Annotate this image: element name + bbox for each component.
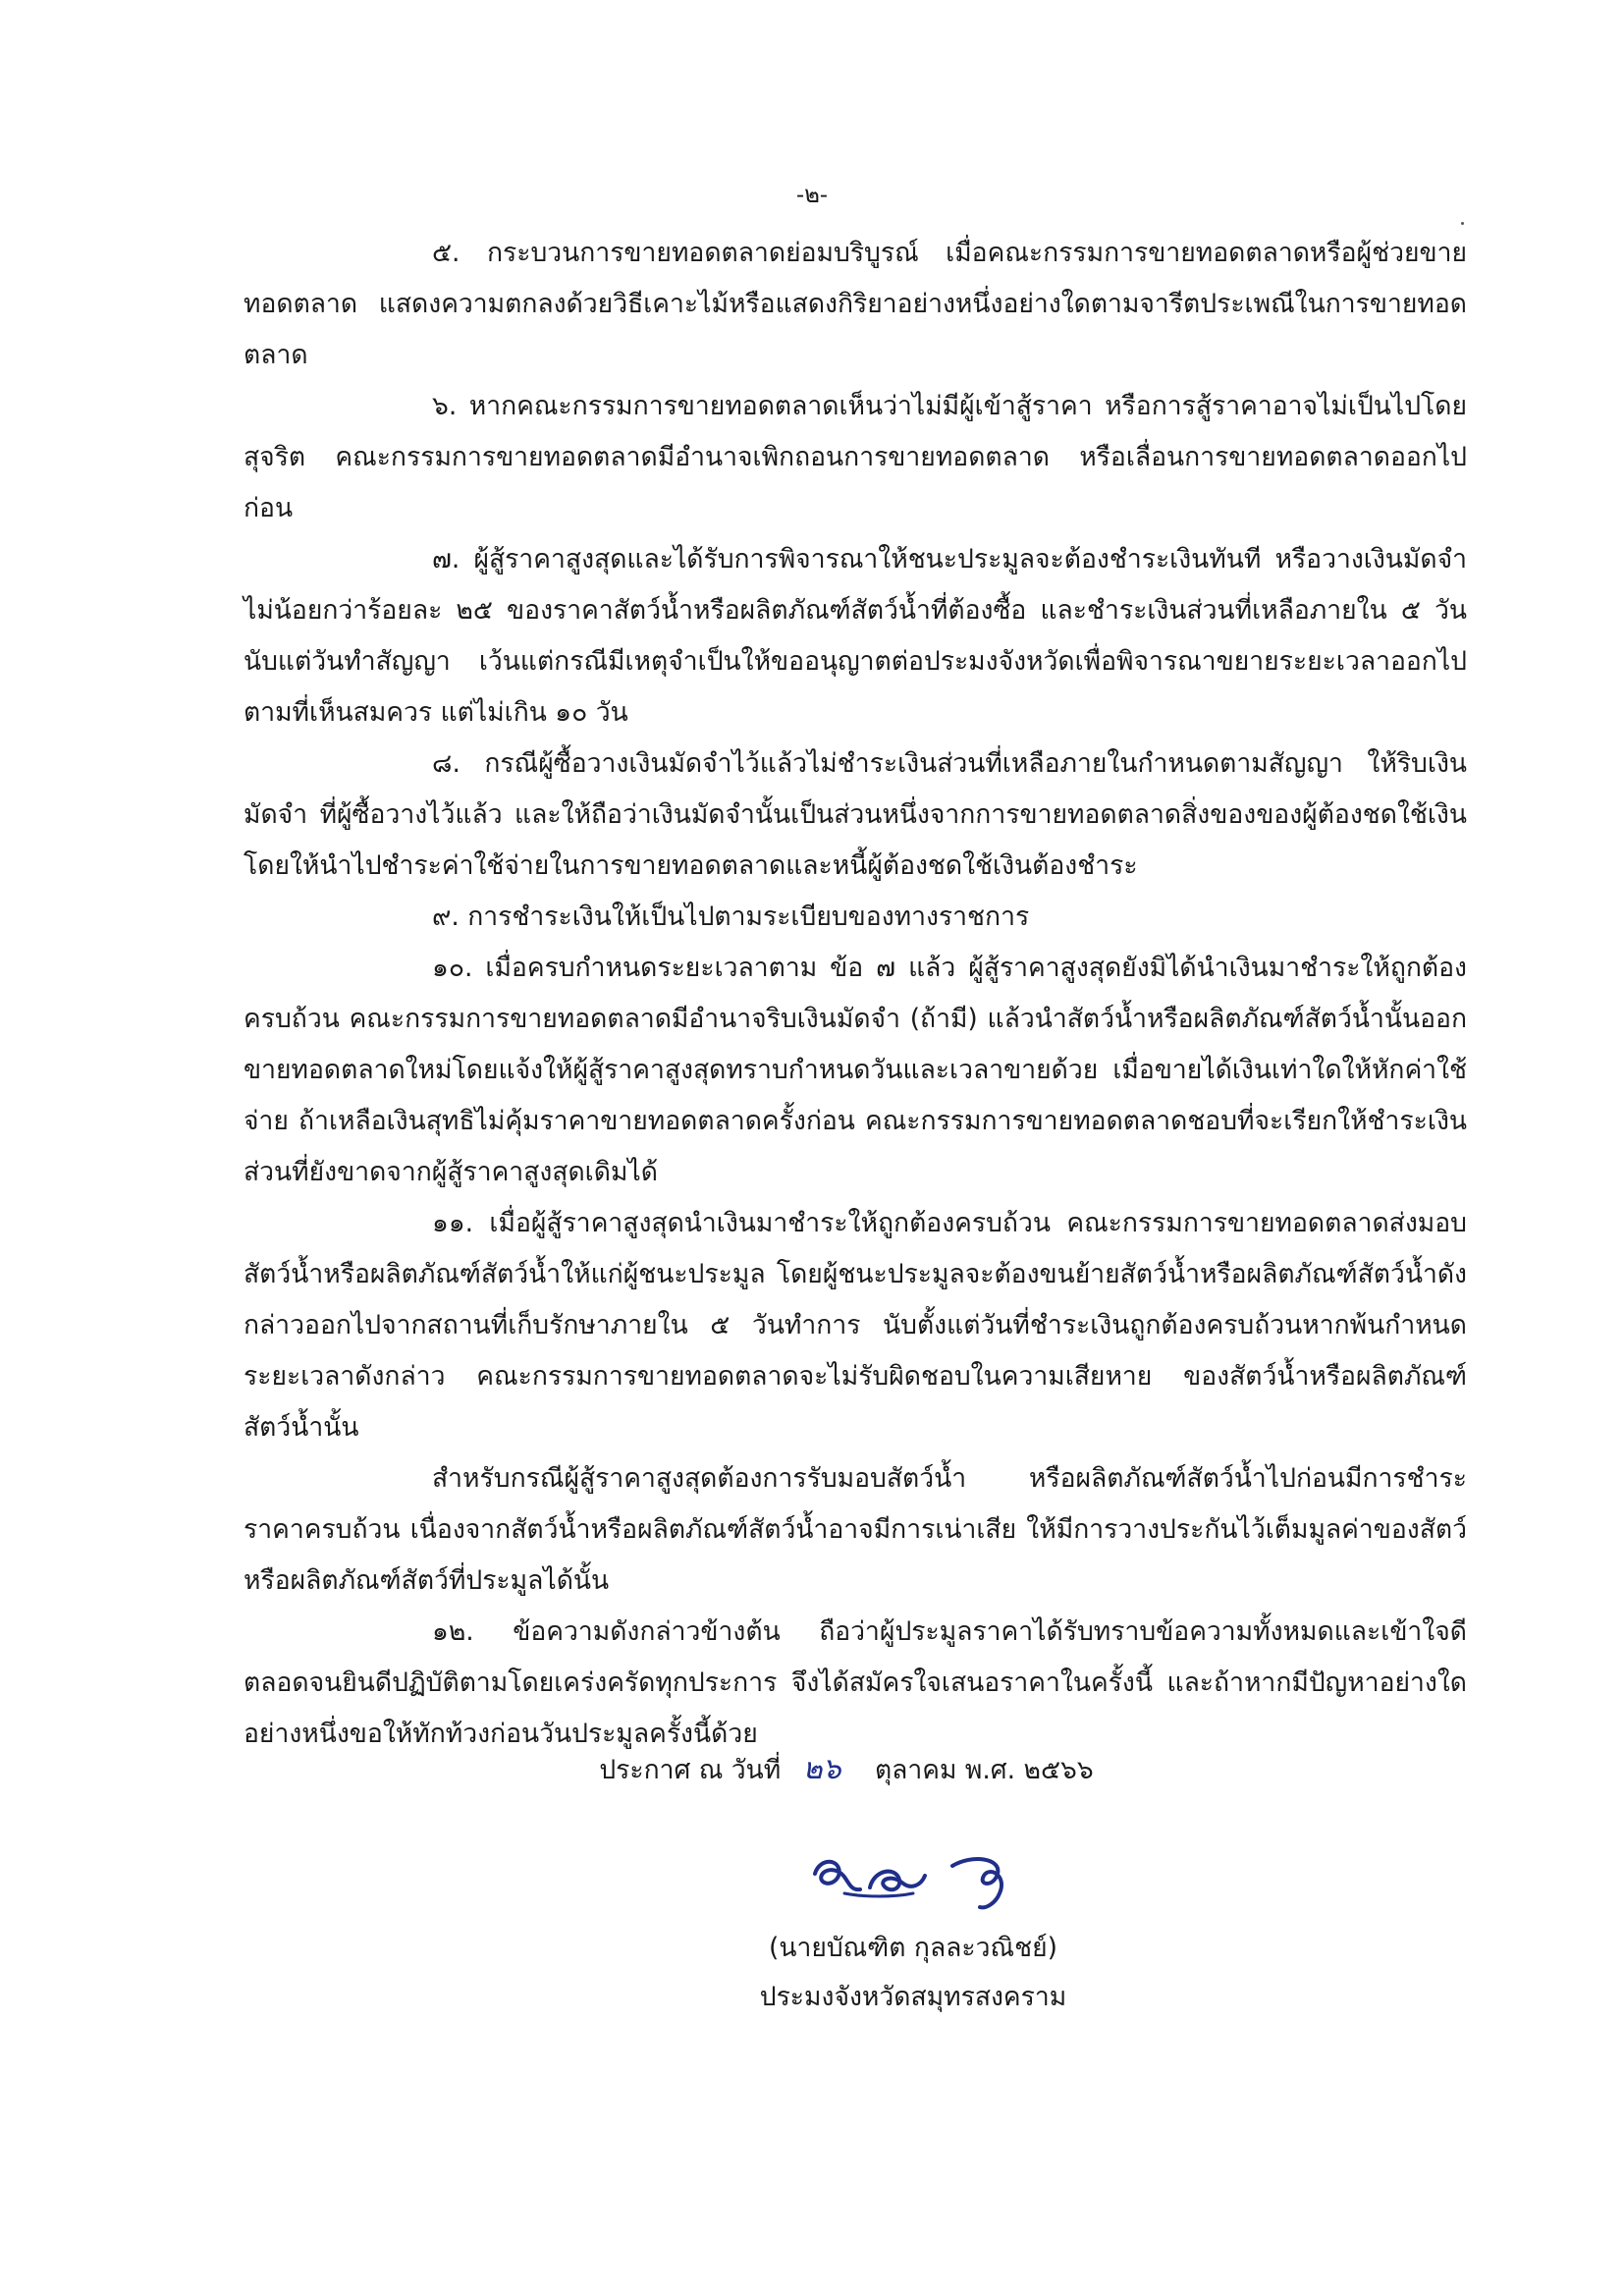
date-prefix: ประกาศ ณ วันที่: [599, 1755, 782, 1785]
clause-11-note: สำหรับกรณีผู้สู้ราคาสูงสุดต้องการรับมอบสัตว์น้ำ หรือผลิตภัณฑ์สัตว์น้ำไปก่อนมีการชำระราคาครบถ้วน เนื่องจากสัตว์น้ำหรือผลิตภัณฑ์สัตว์น้ำอาจมีการเน่าเสีย ให้มีการวางประกันไว้เต็มมูลค่าของสัตว์หรือผลิตภัณฑ์สัตว์ที่ประมูลได้นั้น: [244, 1463, 1467, 1596]
date-month-year: ตุลาคม พ.ศ. ๒๕๖๖: [874, 1755, 1094, 1785]
signature-image: [805, 1836, 1041, 1915]
document-body: [244, 228, 1467, 1760]
signer-position: ประมงจังหวัดสมุทรสงคราม: [759, 1982, 1067, 2012]
clause-11: ๑๑. เมื่อผู้สู้ราคาสูงสุดนำเงินมาชำระให้ถูกต้องครบถ้วน คณะกรรมการขายทอดตลาดส่งมอบสัตว์น้ำหรือผลิตภัณฑ์สัตว์น้ำให้แก่ผู้ชนะประมูล โดยผู้ชนะประมูลจะต้องขนย้ายสัตว์น้ำหรือผลิตภัณฑ์สัตว์น้ำดังกล่าวออกไปจากสถานที่เก็บรักษาภายใน ๕ วันทำการ นับตั้งแต่วันที่ชำระเงินถูกต้องครบถ้วนหากพ้นกำหนดระยะเวลาดังกล่าว คณะกรรมการขายทอดตลาดจะไม่รับผิดชอบในความเสียหาย ของสัตว์น้ำหรือผลิตภัณฑ์สัตว์น้ำนั้น: [244, 1208, 1467, 1443]
announcement-date: [0, 1746, 1624, 1792]
clause-6: ๖. หากคณะกรรมการขายทอดตลาดเห็นว่าไม่มีผู้เข้าสู้ราคา หรือการสู้ราคาอาจไม่เป็นไปโดยสุจริต คณะกรรมการขายทอดตลาดมีอำนาจเพิกถอนการขายทอดตลาด หรือเลื่อนการขายทอดตลาดออกไปก่อน: [244, 391, 1467, 523]
scan-speck: [1461, 222, 1464, 225]
signer-name: (นายบัณฑิต กุลละวณิชย์): [769, 1933, 1057, 1963]
clause-7: ๗. ผู้สู้ราคาสูงสุดและได้รับการพิจารณาให้ชนะประมูลจะต้องชำระเงินทันที หรือวางเงินมัดจำไม่น้อยกว่าร้อยละ ๒๕ ของราคาสัตว์น้ำหรือผลิตภัณฑ์สัตว์น้ำที่ต้องซื้อ และชำระเงินส่วนที่เหลือภายใน ๕ วันนับแต่วันทำสัญญา เว้นแต่กรณีมีเหตุจำเป็นให้ขออนุญาตต่อประมงจังหวัดเพื่อพิจารณาขยายระยะเวลาออกไปตามที่เห็นสมควร แต่ไม่เกิน ๑๐ วัน: [244, 544, 1467, 728]
handwritten-day: ๒๖: [802, 1752, 841, 1786]
clause-12: ๑๒. ข้อความดังกล่าวข้างต้น ถือว่าผู้ประมูลราคาได้รับทราบข้อความทั้งหมดและเข้าใจดีตลอดจนยินดีปฏิบัติตามโดยเคร่งครัดทุกประการ จึงได้สมัครใจเสนอราคาในครั้งนี้ และถ้าหากมีปัญหาอย่างใดอย่างหนึ่งขอให้ทักท้วงก่อนวันประมูลครั้งนี้ด้วย: [244, 1616, 1467, 1749]
clause-9: ๙. การชำระเงินให้เป็นไปตามระเบียบของทางราชการ: [432, 902, 1030, 932]
clause-8: ๘. กรณีผู้ซื้อวางเงินมัดจำไว้แล้วไม่ชำระเงินส่วนที่เหลือภายในกำหนดตามสัญญา ให้ริบเงินมัดจำ ที่ผู้ซื้อวางไว้แล้ว และให้ถือว่าเงินมัดจำนั้นเป็นส่วนหนึ่งจากการขายทอดตลาดสิ่งของของผู้ต้องชดใช้เงินโดยให้นำไปชำระค่าใช้จ่ายในการขายทอดตลาดและหนี้ผู้ต้องชดใช้เงินต้องชำระ: [244, 748, 1467, 881]
clause-10: ๑๐. เมื่อครบกำหนดระยะเวลาตาม ข้อ ๗ แล้ว ผู้สู้ราคาสูงสุดยังมิได้นำเงินมาชำระให้ถูกต้องครบถ้วน คณะกรรมการขายทอดตลาดมีอำนาจริบเงินมัดจำ (ถ้ามี) แล้วนำสัตว์น้ำหรือผลิตภัณฑ์สัตว์น้ำนั้นออกขายทอดตลาดใหม่โดยแจ้งให้ผู้สู้ราคาสูงสุดทราบกำหนดวันและเวลาขายด้วย เมื่อขายได้เงินเท่าใดให้หักค่าใช้จ่าย ถ้าเหลือเงินสุทธิไม่คุ้มราคาขายทอดตลาดครั้งก่อน คณะกรรมการขายทอดตลาดชอบที่จะเรียกให้ชำระเงินส่วนที่ยังขาดจากผู้สู้ราคาสูงสุดเดิมได้: [244, 953, 1467, 1187]
clause-5: ๕. กระบวนการขายทอดตลาดย่อมบริบูรณ์ เมื่อคณะกรรมการขายทอดตลาดหรือผู้ช่วยขายทอดตลาด แสดงความตกลงด้วยวิธีเคาะไม้หรือแสดงกิริยาอย่างหนึ่งอย่างใดตามจารีตประเพณีในการขายทอดตลาด: [244, 238, 1467, 370]
page-number: -๒-: [795, 181, 829, 208]
